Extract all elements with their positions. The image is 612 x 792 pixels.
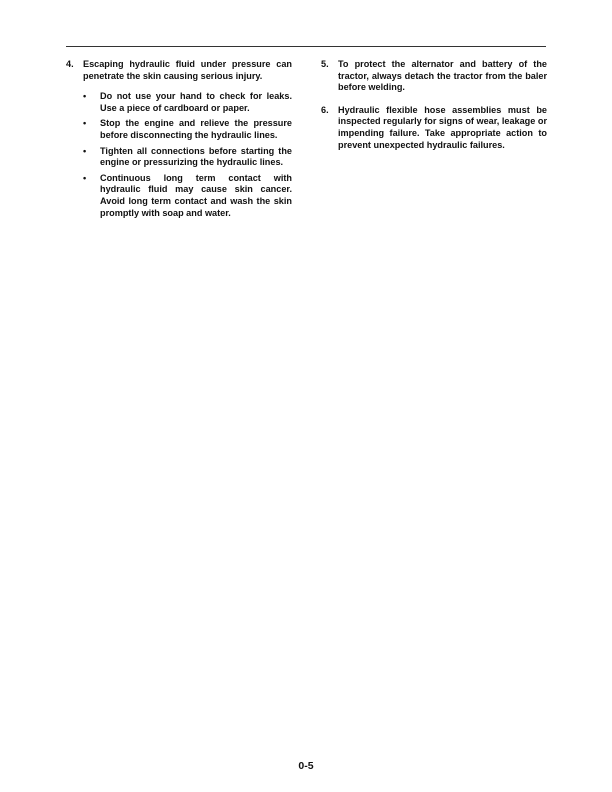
item-text: Hydraulic flexible hose assemblies must be inspected regularly for signs of wear, leakage or impending failure. Take appropriate action to prevent unexpected hydraulic failures. (338, 104, 547, 150)
page-number: 0-5 (298, 760, 314, 772)
bullet-icon: • (83, 145, 87, 156)
safety-item-5 (321, 59, 547, 94)
safety-item-6 (321, 105, 547, 151)
bullet-icon: • (83, 118, 87, 129)
item-body (338, 59, 547, 94)
bullet-text: Continuous long term contact with hydraulic fluid may cause skin cancer. Avoid long term contact and wash the skin promptly with soap and water. (100, 172, 292, 218)
bullet-item (83, 91, 292, 114)
safety-item-4 (66, 59, 292, 223)
bullet-icon: • (83, 172, 87, 183)
header-rule (66, 46, 546, 47)
item-number: 5. (321, 59, 329, 69)
bullet-item (83, 118, 292, 141)
bullet-text: Tighten all connections before starting the engine or pressurizing the hydraulic lines. (100, 145, 292, 168)
right-column (321, 59, 547, 162)
bullet-text: Do not use your hand to check for leaks. Use a piece of cardboard or paper. (100, 91, 292, 113)
item-text: To protect the alternator and battery of the tractor, always detach the tractor from the baler before welding. (338, 59, 547, 93)
bullet-text: Stop the engine and relieve the pressure before disconnecting the hydraulic lines. (100, 118, 292, 140)
left-column (66, 59, 292, 234)
bullet-item (83, 173, 292, 219)
bullet-list (83, 91, 292, 219)
item-number: 6. (321, 104, 329, 115)
item-text: Escaping hydraulic fluid under pressure can penetrate the skin causing serious injury. (83, 59, 292, 81)
item-number: 4. (66, 59, 74, 69)
item-body (338, 105, 547, 151)
item-body (83, 59, 292, 223)
bullet-item (83, 146, 292, 169)
bullet-icon: • (83, 91, 87, 102)
